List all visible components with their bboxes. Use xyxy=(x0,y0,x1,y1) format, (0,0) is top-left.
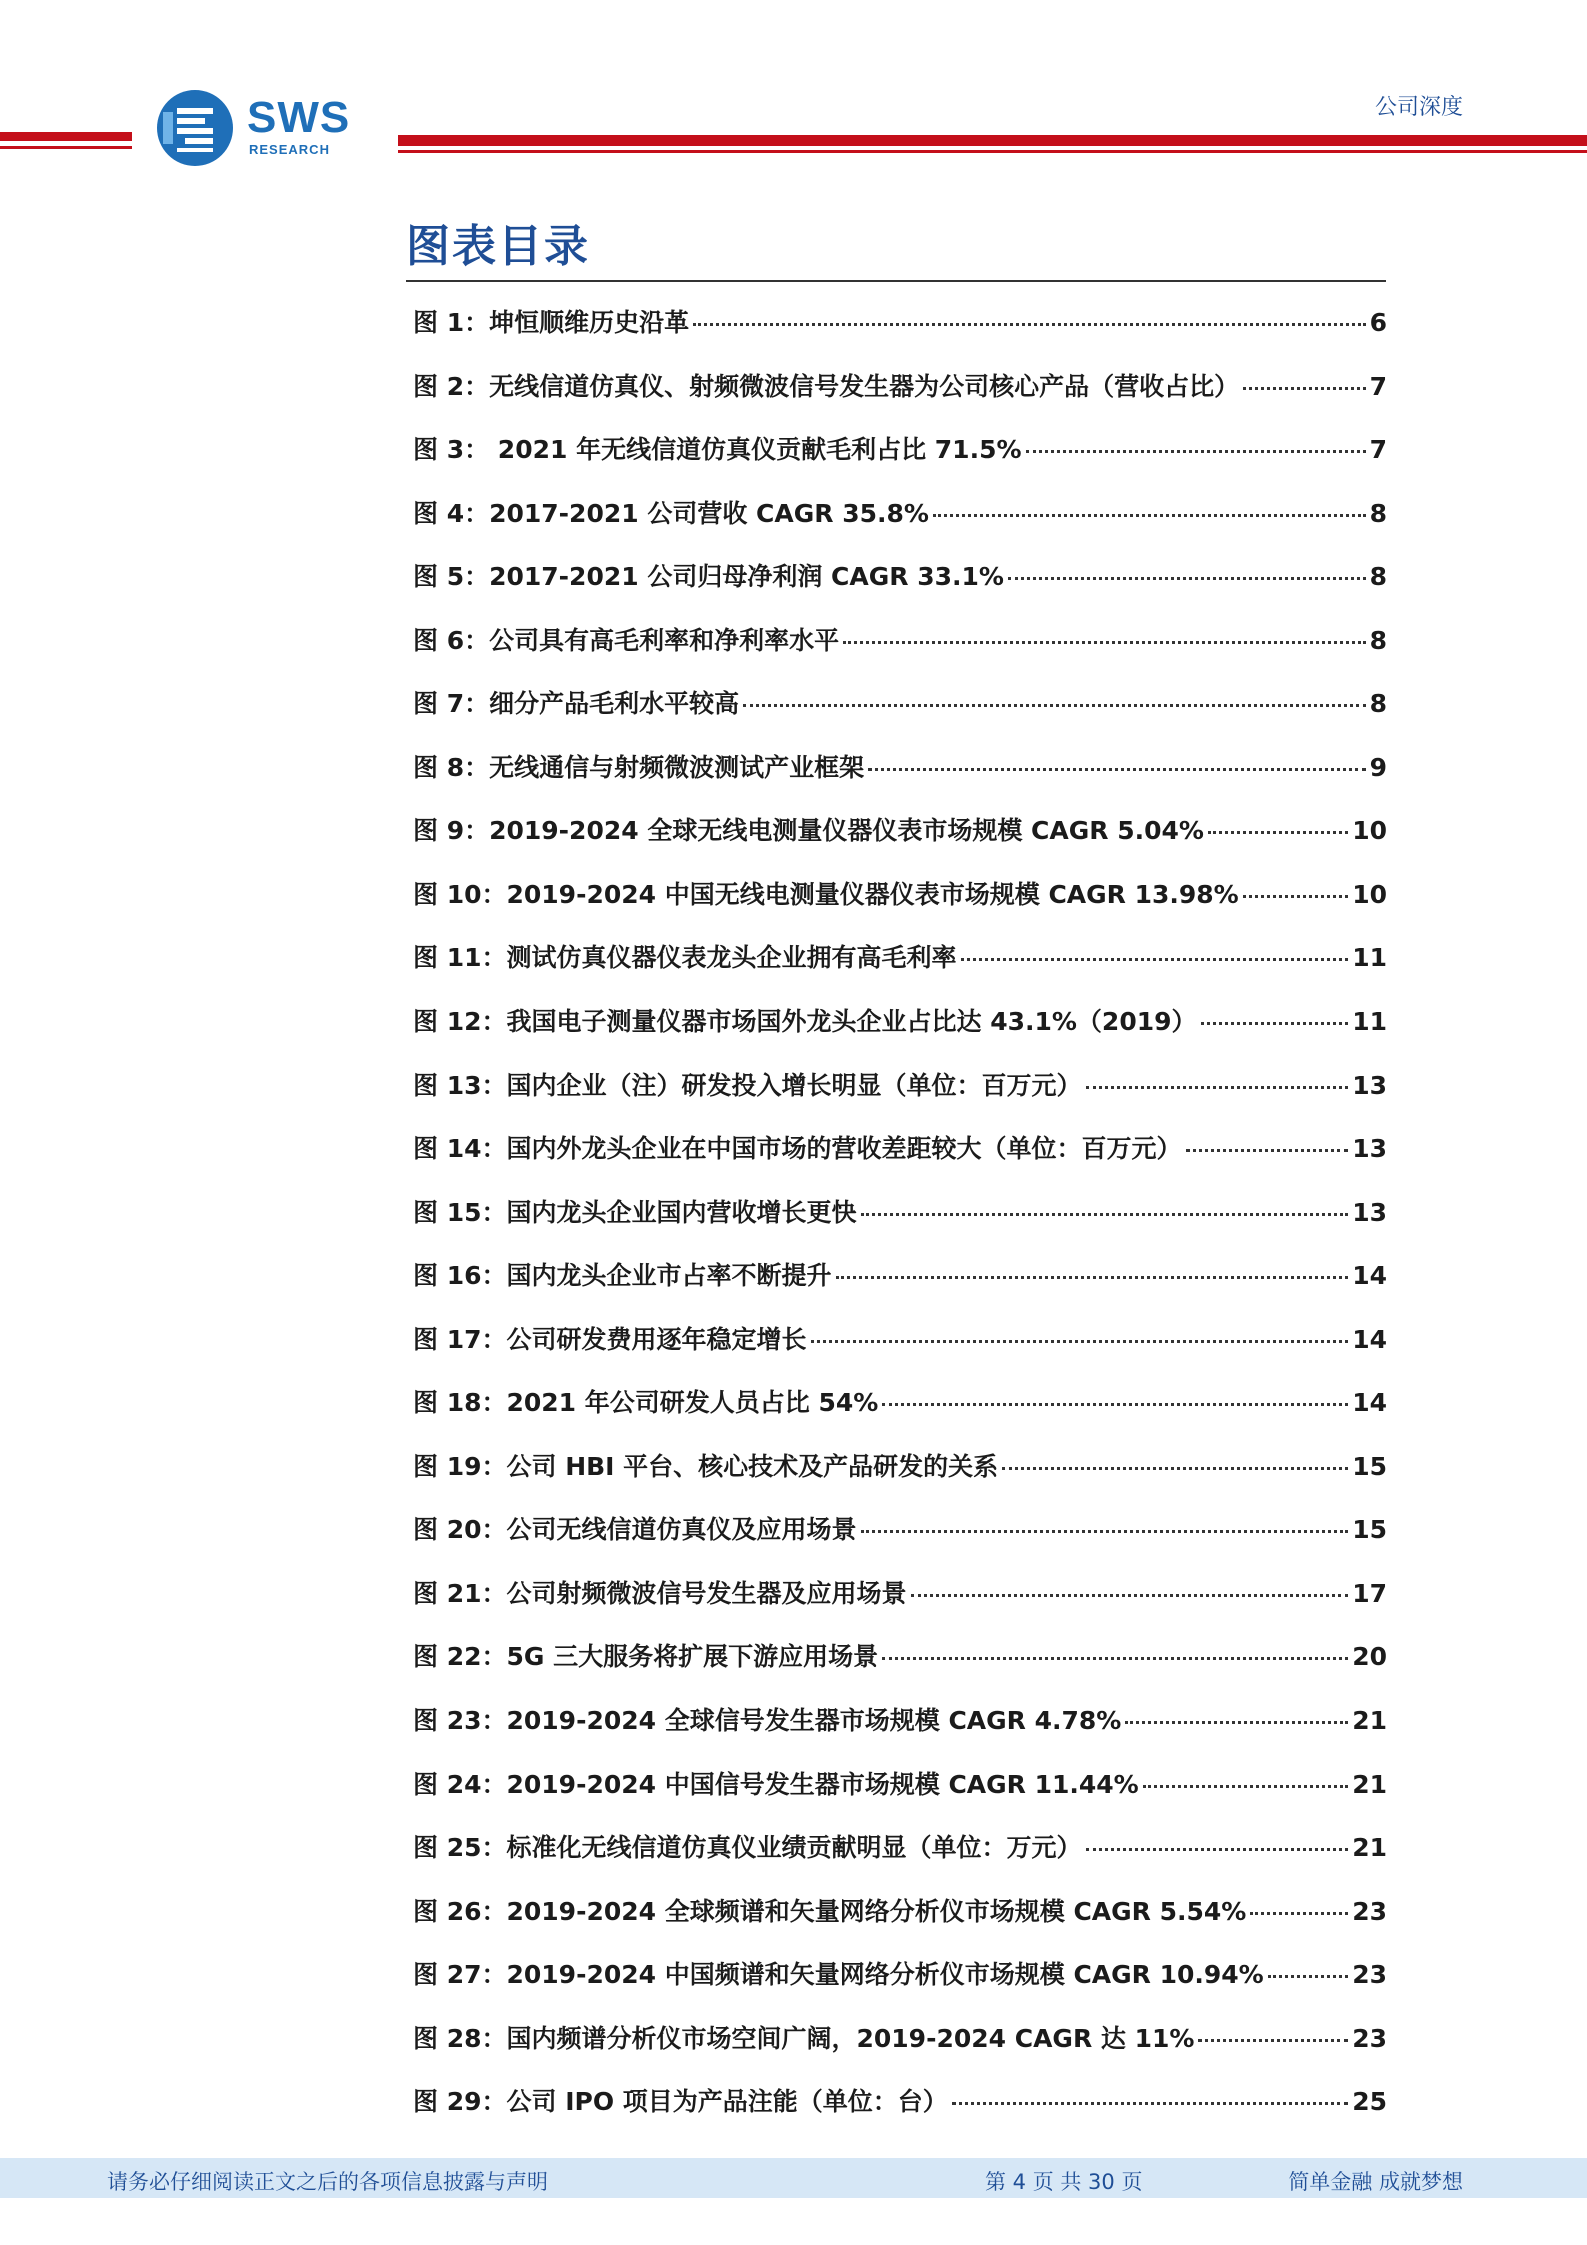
toc-leader-dots xyxy=(868,768,1365,771)
toc-entry-label: 图 18：2021 年公司研发人员占比 54% xyxy=(413,1388,879,1418)
toc-entry-page: 20 xyxy=(1352,1642,1387,1672)
toc-leader-dots xyxy=(1086,1848,1349,1851)
toc-entry-page: 17 xyxy=(1352,1578,1387,1608)
toc-entry[interactable] xyxy=(413,1193,1387,1257)
toc-leader-dots xyxy=(1125,1721,1348,1724)
toc-entry-label: 图 28：国内频谱分析仪市场空间广阔，2019-2024 CAGR 达 11% xyxy=(413,2023,1195,2053)
toc-leader-dots xyxy=(882,1403,1348,1406)
toc-entry[interactable] xyxy=(413,2082,1387,2146)
toc-leader-dots xyxy=(1026,450,1366,453)
toc-entry-label: 图 13：国内企业（注）研发投入增长明显（单位：百万元） xyxy=(413,1070,1082,1100)
toc-entry-label: 图 24：2019-2024 中国信号发生器市场规模 CAGR 11.44% xyxy=(413,1769,1139,1799)
toc-entry-page: 8 xyxy=(1369,689,1387,719)
toc-leader-dots xyxy=(743,704,1365,707)
sws-logo-icon xyxy=(155,88,235,168)
header-rule-left xyxy=(0,132,132,141)
toc-leader-dots xyxy=(1198,2039,1348,2042)
toc-entry[interactable] xyxy=(413,430,1387,494)
toc-entry[interactable] xyxy=(413,1765,1387,1829)
toc-entry-page: 6 xyxy=(1369,308,1387,337)
toc-entry-label: 图 12：我国电子测量仪器市场国外龙头企业占比达 43.1%（2019） xyxy=(413,1007,1197,1037)
toc-entry-label: 图 7：细分产品毛利水平较高 xyxy=(413,689,740,719)
toc-entry-page: 8 xyxy=(1369,562,1387,592)
toc-entry-label: 图 27：2019-2024 中国频谱和矢量网络分析仪市场规模 CAGR 10.94% xyxy=(413,1960,1264,1990)
toc-leader-dots xyxy=(1243,387,1365,390)
toc-entry-label: 图 4：2017-2021 公司营收 CAGR 35.8% xyxy=(413,498,929,528)
toc-leader-dots xyxy=(961,958,1349,961)
toc-entry[interactable] xyxy=(413,875,1387,939)
toc-entry-page: 21 xyxy=(1352,1769,1387,1799)
toc-entry[interactable] xyxy=(413,684,1387,748)
toc-entry-label: 图 9：2019-2024 全球无线电测量仪器仪表市场规模 CAGR 5.04% xyxy=(413,816,1204,846)
toc-entry-page: 25 xyxy=(1352,2087,1387,2117)
toc-entry-page: 10 xyxy=(1352,879,1387,909)
toc-entry-label: 图 25：标准化无线信道仿真仪业绩贡献明显（单位：万元） xyxy=(413,1833,1082,1863)
toc-leader-dots xyxy=(861,1213,1349,1216)
toc-entry[interactable] xyxy=(413,2019,1387,2083)
toc-entry-page: 10 xyxy=(1352,816,1387,846)
toc-entry-label: 图 14：国内外龙头企业在中国市场的营收差距较大（单位：百万元） xyxy=(413,1134,1182,1164)
toc-entry-label: 图 17：公司研发费用逐年稳定增长 xyxy=(413,1324,807,1354)
toc-entry-label: 图 15：国内龙头企业国内营收增长更快 xyxy=(413,1197,857,1227)
toc-entry-page: 13 xyxy=(1352,1134,1387,1164)
toc-entry-page: 15 xyxy=(1352,1515,1387,1545)
toc-entry[interactable] xyxy=(413,1447,1387,1511)
toc-entry-page: 14 xyxy=(1352,1261,1387,1291)
toc-entry-label: 图 23：2019-2024 全球信号发生器市场规模 CAGR 4.78% xyxy=(413,1706,1122,1736)
toc-entry-page: 14 xyxy=(1352,1388,1387,1418)
toc-leader-dots xyxy=(1143,1785,1348,1788)
toc-leader-dots xyxy=(1002,1467,1348,1470)
toc-entry[interactable] xyxy=(413,1002,1387,1066)
toc-entry[interactable] xyxy=(413,938,1387,1002)
toc-entry-label: 图 16：国内龙头企业市占率不断提升 xyxy=(413,1261,832,1291)
toc-entry[interactable] xyxy=(413,1256,1387,1320)
toc-entry[interactable] xyxy=(413,748,1387,812)
toc-entry-page: 7 xyxy=(1369,435,1387,465)
toc-entry[interactable] xyxy=(413,367,1387,431)
logo-subtext: RESEARCH xyxy=(249,142,330,157)
toc-leader-dots xyxy=(1201,1022,1349,1025)
toc-entry-label: 图 20：公司无线信道仿真仪及应用场景 xyxy=(413,1515,857,1545)
toc-entry-page: 23 xyxy=(1352,1896,1387,1926)
toc-entry[interactable] xyxy=(413,1510,1387,1574)
toc-entry-label: 图 19：公司 HBI 平台、核心技术及产品研发的关系 xyxy=(413,1451,999,1481)
toc-entry-label: 图 8：无线通信与射频微波测试产业框架 xyxy=(413,752,865,782)
toc-entry-label: 图 29：公司 IPO 项目为产品注能（单位：台） xyxy=(413,2087,948,2117)
toc-entry-page: 23 xyxy=(1352,2023,1387,2053)
footer-page-info: 第 4 页 共 30 页 xyxy=(985,2170,1143,2194)
toc-entry-page: 11 xyxy=(1352,943,1387,973)
toc-entry[interactable] xyxy=(413,1066,1387,1130)
toc-entry[interactable] xyxy=(413,1955,1387,2019)
toc-entry-page: 9 xyxy=(1369,752,1387,782)
toc-entry-label: 图 2：无线信道仿真仪、射频微波信号发生器为公司核心产品（营收占比） xyxy=(413,371,1240,401)
toc-leader-dots xyxy=(693,323,1365,326)
toc-leader-dots xyxy=(1008,577,1366,580)
toc-entry-page: 15 xyxy=(1352,1451,1387,1481)
title-divider xyxy=(406,280,1386,282)
toc-leader-dots xyxy=(1268,1975,1348,1978)
toc-entry[interactable] xyxy=(413,494,1387,558)
toc-entry-page: 11 xyxy=(1352,1007,1387,1037)
toc-entry-page: 23 xyxy=(1352,1960,1387,1990)
toc-leader-dots xyxy=(952,2102,1348,2105)
toc-entry-page: 13 xyxy=(1352,1070,1387,1100)
toc-entry-label: 图 11：测试仿真仪器仪表龙头企业拥有高毛利率 xyxy=(413,943,957,973)
toc-leader-dots xyxy=(861,1530,1349,1533)
figure-toc-list xyxy=(413,303,1387,2146)
toc-leader-dots xyxy=(1086,1086,1349,1089)
toc-leader-dots xyxy=(811,1340,1349,1343)
toc-entry-label: 图 26：2019-2024 全球频谱和矢量网络分析仪市场规模 CAGR 5.54% xyxy=(413,1896,1247,1926)
toc-entry[interactable] xyxy=(413,1129,1387,1193)
logo-text: SWS xyxy=(247,93,351,142)
toc-entry-label: 图 21：公司射频微波信号发生器及应用场景 xyxy=(413,1578,907,1608)
toc-entry-label: 图 3： 2021 年无线信道仿真仪贡献毛利占比 71.5% xyxy=(413,435,1022,465)
toc-entry-page: 14 xyxy=(1352,1324,1387,1354)
sws-logo xyxy=(155,88,385,168)
toc-entry[interactable] xyxy=(413,811,1387,875)
toc-entry-page: 13 xyxy=(1352,1197,1387,1227)
toc-entry[interactable] xyxy=(413,1828,1387,1892)
toc-entry-label: 图 6：公司具有高毛利率和净利率水平 xyxy=(413,625,840,655)
toc-entry-label: 图 10：2019-2024 中国无线电测量仪器仪表市场规模 CAGR 13.98% xyxy=(413,879,1239,909)
toc-entry-page: 8 xyxy=(1369,625,1387,655)
toc-entry-page: 21 xyxy=(1352,1833,1387,1863)
toc-entry-label: 图 5：2017-2021 公司归母净利润 CAGR 33.1% xyxy=(413,562,1004,592)
toc-leader-dots xyxy=(882,1657,1348,1660)
toc-entry[interactable] xyxy=(413,303,1387,367)
toc-entry[interactable] xyxy=(413,1320,1387,1384)
footer-slogan: 简单金融 成就梦想 xyxy=(1288,2170,1463,2194)
toc-leader-dots xyxy=(1208,831,1348,834)
header-rule-right xyxy=(398,135,1587,146)
toc-leader-dots xyxy=(933,514,1366,517)
toc-leader-dots xyxy=(1250,1912,1348,1915)
toc-entry-label: 图 1：坤恒顺维历史沿革 xyxy=(413,308,690,337)
toc-entry[interactable] xyxy=(413,557,1387,621)
toc-entry[interactable] xyxy=(413,1637,1387,1701)
toc-leader-dots xyxy=(843,641,1365,644)
toc-entry-page: 21 xyxy=(1352,1706,1387,1736)
toc-leader-dots xyxy=(836,1276,1349,1279)
toc-leader-dots xyxy=(1186,1149,1349,1152)
toc-entry[interactable] xyxy=(413,1701,1387,1765)
report-type-label: 公司深度 xyxy=(1374,95,1463,120)
toc-entry[interactable] xyxy=(413,1892,1387,1956)
footer-disclaimer: 请务必仔细阅读正文之后的各项信息披露与声明 xyxy=(107,2170,548,2194)
toc-entry[interactable] xyxy=(413,621,1387,685)
toc-entry-label: 图 22：5G 三大服务将扩展下游应用场景 xyxy=(413,1642,879,1672)
toc-leader-dots xyxy=(911,1594,1349,1597)
toc-entry-page: 8 xyxy=(1369,498,1387,528)
toc-entry-page: 7 xyxy=(1369,371,1387,401)
toc-entry[interactable] xyxy=(413,1383,1387,1447)
toc-entry[interactable] xyxy=(413,1574,1387,1638)
page-title: 图表目录 xyxy=(406,221,590,272)
toc-leader-dots xyxy=(1243,895,1348,898)
